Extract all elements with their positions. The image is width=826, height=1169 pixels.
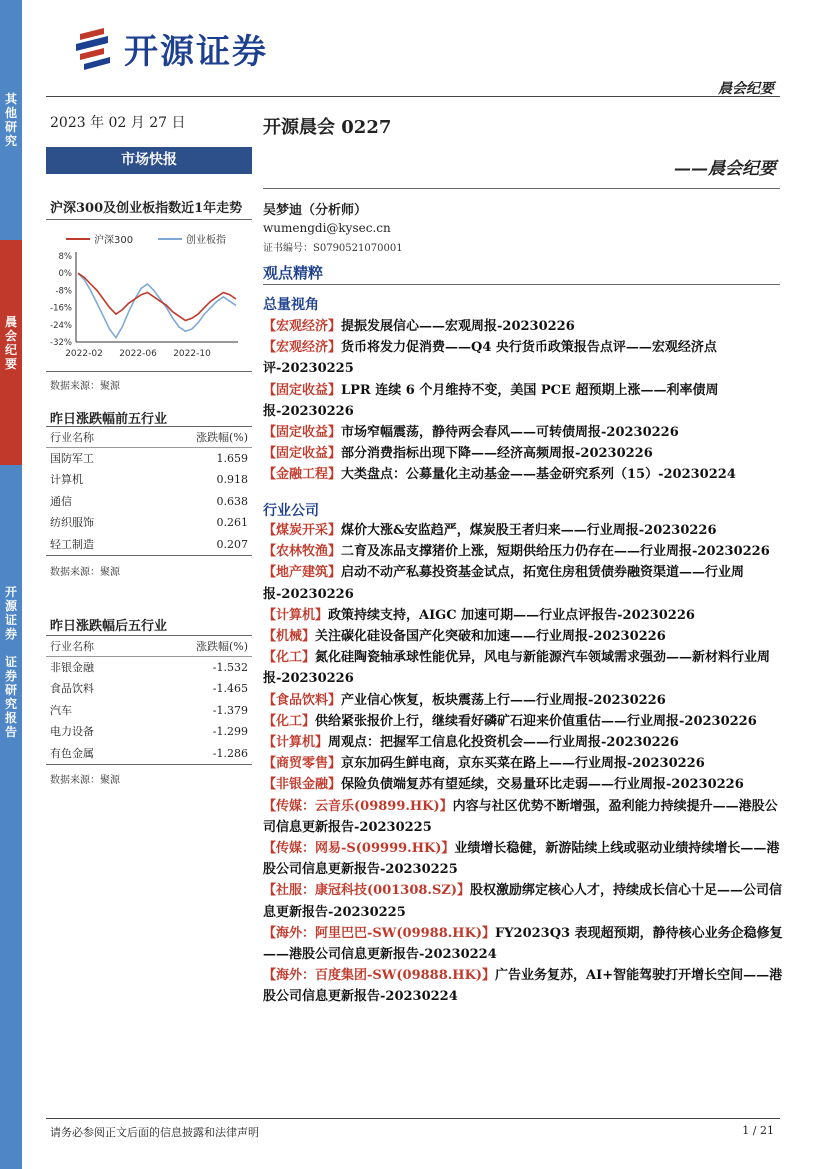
col-change: 涨跌幅(%) — [195, 640, 248, 653]
index-chart — [46, 222, 252, 372]
analyst-name: 吴梦迪（分析师） — [263, 203, 368, 218]
report-title: 广告业务复苏，AI+智能驾驶打开增长空间——港股公司信息更新报告-20230224 — [263, 968, 783, 1005]
chart-top-rule — [46, 219, 252, 220]
report-link[interactable] — [263, 562, 783, 604]
report-tag: 【计算机】 — [263, 607, 329, 623]
chart-source: 数据来源：聚源 — [50, 381, 120, 392]
report-link[interactable] — [263, 316, 783, 337]
industry-name: 计算机 — [50, 473, 83, 486]
report-tag: 【非银金融】 — [263, 777, 342, 793]
y-tick-label: -16% — [50, 303, 72, 314]
bottom-table-title: 昨日涨跌幅后五行业 — [50, 619, 168, 634]
report-tag: 【宏观经济】 — [263, 319, 342, 334]
side-strip-text: 其 他 研 究 — [4, 92, 17, 148]
report-tag: 【宏观经济】 — [263, 340, 342, 356]
section-divider — [263, 284, 780, 285]
col-industry: 行业名称 — [50, 431, 94, 444]
report-date: 2023 年 02 月 27 日 — [50, 115, 186, 131]
logo-icon — [74, 26, 116, 70]
index-chart-svg — [46, 222, 252, 372]
chart-title: 沪深300及创业板指数近1年走势 — [50, 201, 243, 216]
report-title: 保险负债端复苏有望延续，交易量环比走弱——行业周报-20230226 — [341, 777, 744, 793]
analyst-email[interactable]: wumengdi@kysec.cn — [263, 221, 391, 235]
title-divider — [263, 188, 780, 189]
table-header — [46, 635, 252, 657]
analyst-cert: 证书编号：S0790521070001 — [263, 243, 403, 254]
report-title: 启动不动产私募投资基金试点，拓宽住房租赁债券融资渠道——行业周报-20230226 — [263, 565, 745, 602]
report-title: 业绩增长稳健，新游陆续上线或驱动业绩持续增长——港股公司信息更新报告-20230225 — [263, 841, 780, 878]
report-title: 供给紧张报价上行，继续看好磷矿石迎来价值重估——行业周报-20230226 — [315, 713, 757, 729]
y-tick-label: -8% — [55, 286, 72, 297]
industry-change: 0.918 — [216, 473, 248, 486]
bottom-table-source: 数据来源：聚源 — [50, 775, 120, 786]
report-tag: 【传媒：网易-S(09999.HK)】 — [263, 841, 455, 857]
report-title: 市场窄幅震荡，静待两会春风——可转债周报-20230226 — [341, 425, 679, 441]
report-tag: 【海外：百度集团-SW(09888.HK)】 — [263, 968, 496, 984]
page-number: 1 / 21 — [742, 1124, 774, 1137]
industry-change: -1.379 — [212, 703, 248, 717]
section-title: 观点精粹 — [263, 264, 324, 282]
report-title: 货币将发力促消费——Q4 央行货币政策报告点评——宏观经济点评-20230225 — [263, 340, 717, 377]
side-strip-middle — [0, 240, 22, 465]
macro-section-title: 总量视角 — [263, 297, 319, 313]
industry-name: 轻工制造 — [50, 537, 94, 551]
industry-name: 食品饮料 — [50, 682, 94, 695]
report-tag: 【商贸零售】 — [263, 756, 342, 772]
report-title: 周观点：把握军工信息化投资机会——行业周报-20230226 — [328, 735, 679, 751]
top-industries-table — [46, 426, 252, 556]
table-body — [46, 448, 252, 557]
report-link[interactable] — [263, 337, 783, 379]
table-row — [46, 448, 252, 470]
industry-change: -1.299 — [212, 725, 248, 738]
industry-change: 1.659 — [216, 451, 248, 465]
table-header — [46, 426, 252, 448]
report-tag: 【计算机】 — [263, 735, 329, 751]
report-tag: 【固定收益】 — [263, 382, 342, 398]
report-link[interactable] — [263, 690, 783, 711]
macro-items — [263, 316, 783, 486]
report-link[interactable] — [263, 753, 783, 774]
report-link[interactable] — [263, 422, 783, 443]
x-tick-label: 2022-06 — [119, 349, 157, 359]
industry-name: 纺织服饰 — [50, 516, 94, 529]
industry-name: 汽车 — [50, 703, 72, 717]
legend-label: 创业板指 — [186, 235, 226, 246]
top-table-title: 昨日涨跌幅前五行业 — [50, 412, 168, 427]
industry-name: 有色金属 — [50, 746, 94, 760]
table-row — [46, 469, 252, 491]
col-industry: 行业名称 — [50, 640, 94, 653]
report-tag: 【社服：康冠科技(001308.SZ)】 — [263, 883, 470, 899]
report-title: LPR 连续 6 个月维持不变，美国 PCE 超预期上涨——利率债周报-20230226 — [263, 382, 719, 419]
report-link[interactable] — [263, 464, 783, 485]
bottom-industries-table — [46, 635, 252, 765]
report-title: 提振发展信心——宏观周报-20230226 — [341, 319, 575, 334]
legend-label: 沪深300 — [94, 235, 134, 246]
y-tick-label: 8% — [58, 252, 72, 262]
industry-name: 电力设备 — [50, 725, 94, 738]
report-link[interactable] — [263, 880, 783, 922]
report-link[interactable] — [263, 923, 783, 965]
report-tag: 【传媒：云音乐(09899.HK)】 — [263, 798, 453, 814]
logo — [74, 26, 268, 70]
table-row — [46, 743, 252, 765]
table-row — [46, 721, 252, 743]
industry-items — [263, 520, 783, 1008]
report-link[interactable] — [263, 380, 783, 422]
report-tag: 【地产建筑】 — [263, 565, 342, 581]
report-title: 大类盘点：公募量化主动基金——基金研究系列（15）-20230224 — [341, 467, 736, 483]
table-body — [46, 657, 252, 766]
series-line — [78, 273, 236, 338]
market-label: 市场快报 — [46, 147, 252, 174]
report-tag: 【化工】 — [263, 713, 316, 729]
report-link[interactable] — [263, 541, 783, 562]
industry-name: 国防军工 — [50, 451, 94, 465]
report-title: 部分消费指标出现下降——经济高频周报-20230226 — [341, 446, 653, 462]
footer-disclaimer: 请务必参阅正文后面的信息披露和法律声明 — [50, 1126, 259, 1139]
side-strip-top — [0, 0, 22, 240]
table-row — [46, 534, 252, 556]
industry-change: 0.207 — [216, 537, 248, 551]
industry-change: -1.286 — [212, 746, 248, 760]
report-link[interactable] — [263, 711, 783, 732]
report-tag: 【海外：阿里巴巴-SW(09988.HK)】 — [263, 925, 496, 941]
side-strip-bottom — [0, 465, 22, 1169]
table-row — [46, 657, 252, 679]
chart-bottom-rule — [46, 371, 252, 372]
report-title: 关注碳化硅设备国产化突破和加速——行业周报-20230226 — [315, 629, 666, 645]
page-title: 开源晨会 0227 — [263, 117, 392, 138]
report-tag: 【农林牧渔】 — [263, 544, 342, 560]
report-link[interactable] — [263, 838, 783, 880]
report-link[interactable] — [263, 965, 783, 1007]
industry-change: -1.465 — [212, 682, 248, 695]
industry-change: 0.261 — [216, 516, 248, 529]
industry-change: 0.638 — [216, 494, 248, 508]
industry-name: 通信 — [50, 494, 72, 508]
x-tick-label: 2022-02 — [65, 349, 103, 359]
report-link[interactable] — [263, 732, 783, 753]
header-divider — [46, 96, 780, 97]
report-tag: 【食品饮料】 — [263, 692, 342, 708]
report-tag: 【固定收益】 — [263, 446, 342, 462]
report-title: 产业信心恢复，板块震荡上行——行业周报-20230226 — [341, 692, 666, 708]
report-title: 内容与社区优势不断增强，盈利能力持续提升——港股公司信息更新报告-20230225 — [263, 798, 778, 835]
report-type-tag: 晨会纪要 — [718, 81, 774, 97]
table-row — [46, 678, 252, 700]
industry-name: 非银金融 — [50, 660, 94, 674]
report-link[interactable] — [263, 796, 783, 838]
side-strip — [0, 0, 22, 1169]
report-tag: 【金融工程】 — [263, 467, 342, 483]
x-tick-label: 2022-10 — [173, 349, 211, 359]
top-table-source: 数据来源：聚源 — [50, 567, 120, 578]
side-strip-text: 晨 会 纪 要 — [4, 315, 17, 371]
report-title: 氮化硅陶瓷轴承球性能优异，风电与新能源汽车领域需求强劲——新材料行业周报-20230226 — [263, 650, 771, 687]
report-title: 股权激励绑定核心人才，持续成长信心十足——公司信息更新报告-20230225 — [263, 883, 782, 920]
side-strip-text: 开 源 证 券 证 券 研 究 报 告 — [4, 585, 17, 739]
report-tag: 【化工】 — [263, 650, 316, 666]
y-tick-label: -32% — [50, 338, 72, 348]
report-link[interactable] — [263, 520, 783, 541]
report-link[interactable] — [263, 647, 783, 689]
report-tag: 【固定收益】 — [263, 425, 342, 441]
report-title: 京东加码生鲜电商，京东买菜在路上——行业周报-20230226 — [341, 756, 705, 772]
report-title: 政策持续支持，AIGC 加速可期——行业点评报告-20230226 — [328, 607, 695, 623]
logo-text: 开源证券 — [124, 31, 268, 72]
report-title: FY2023Q3 表现超预期，静待核心业务企稳修复——港股公司信息更新报告-20230224 — [263, 925, 783, 963]
report-link[interactable] — [263, 605, 783, 626]
table-row — [46, 512, 252, 534]
table-row — [46, 491, 252, 513]
col-change: 涨跌幅(%) — [195, 431, 248, 444]
industry-section-title: 行业公司 — [263, 503, 319, 519]
report-tag: 【机械】 — [263, 629, 316, 645]
footer-divider — [46, 1118, 780, 1119]
report-link[interactable] — [263, 443, 783, 464]
y-tick-label: 0% — [58, 269, 72, 280]
report-link[interactable] — [263, 774, 783, 795]
y-tick-label: -24% — [50, 320, 72, 331]
report-link[interactable] — [263, 626, 783, 647]
page-subtitle: ——晨会纪要 — [674, 159, 776, 179]
report-tag: 【煤炭开采】 — [263, 523, 342, 538]
table-row — [46, 700, 252, 722]
report-title: 煤价大涨&安监趋严，煤炭股王者归来——行业周报-20230226 — [341, 523, 717, 538]
report-title: 二育及冻品支撑猪价上涨，短期供给压力仍存在——行业周报-20230226 — [341, 544, 770, 560]
industry-change: -1.532 — [212, 660, 248, 674]
